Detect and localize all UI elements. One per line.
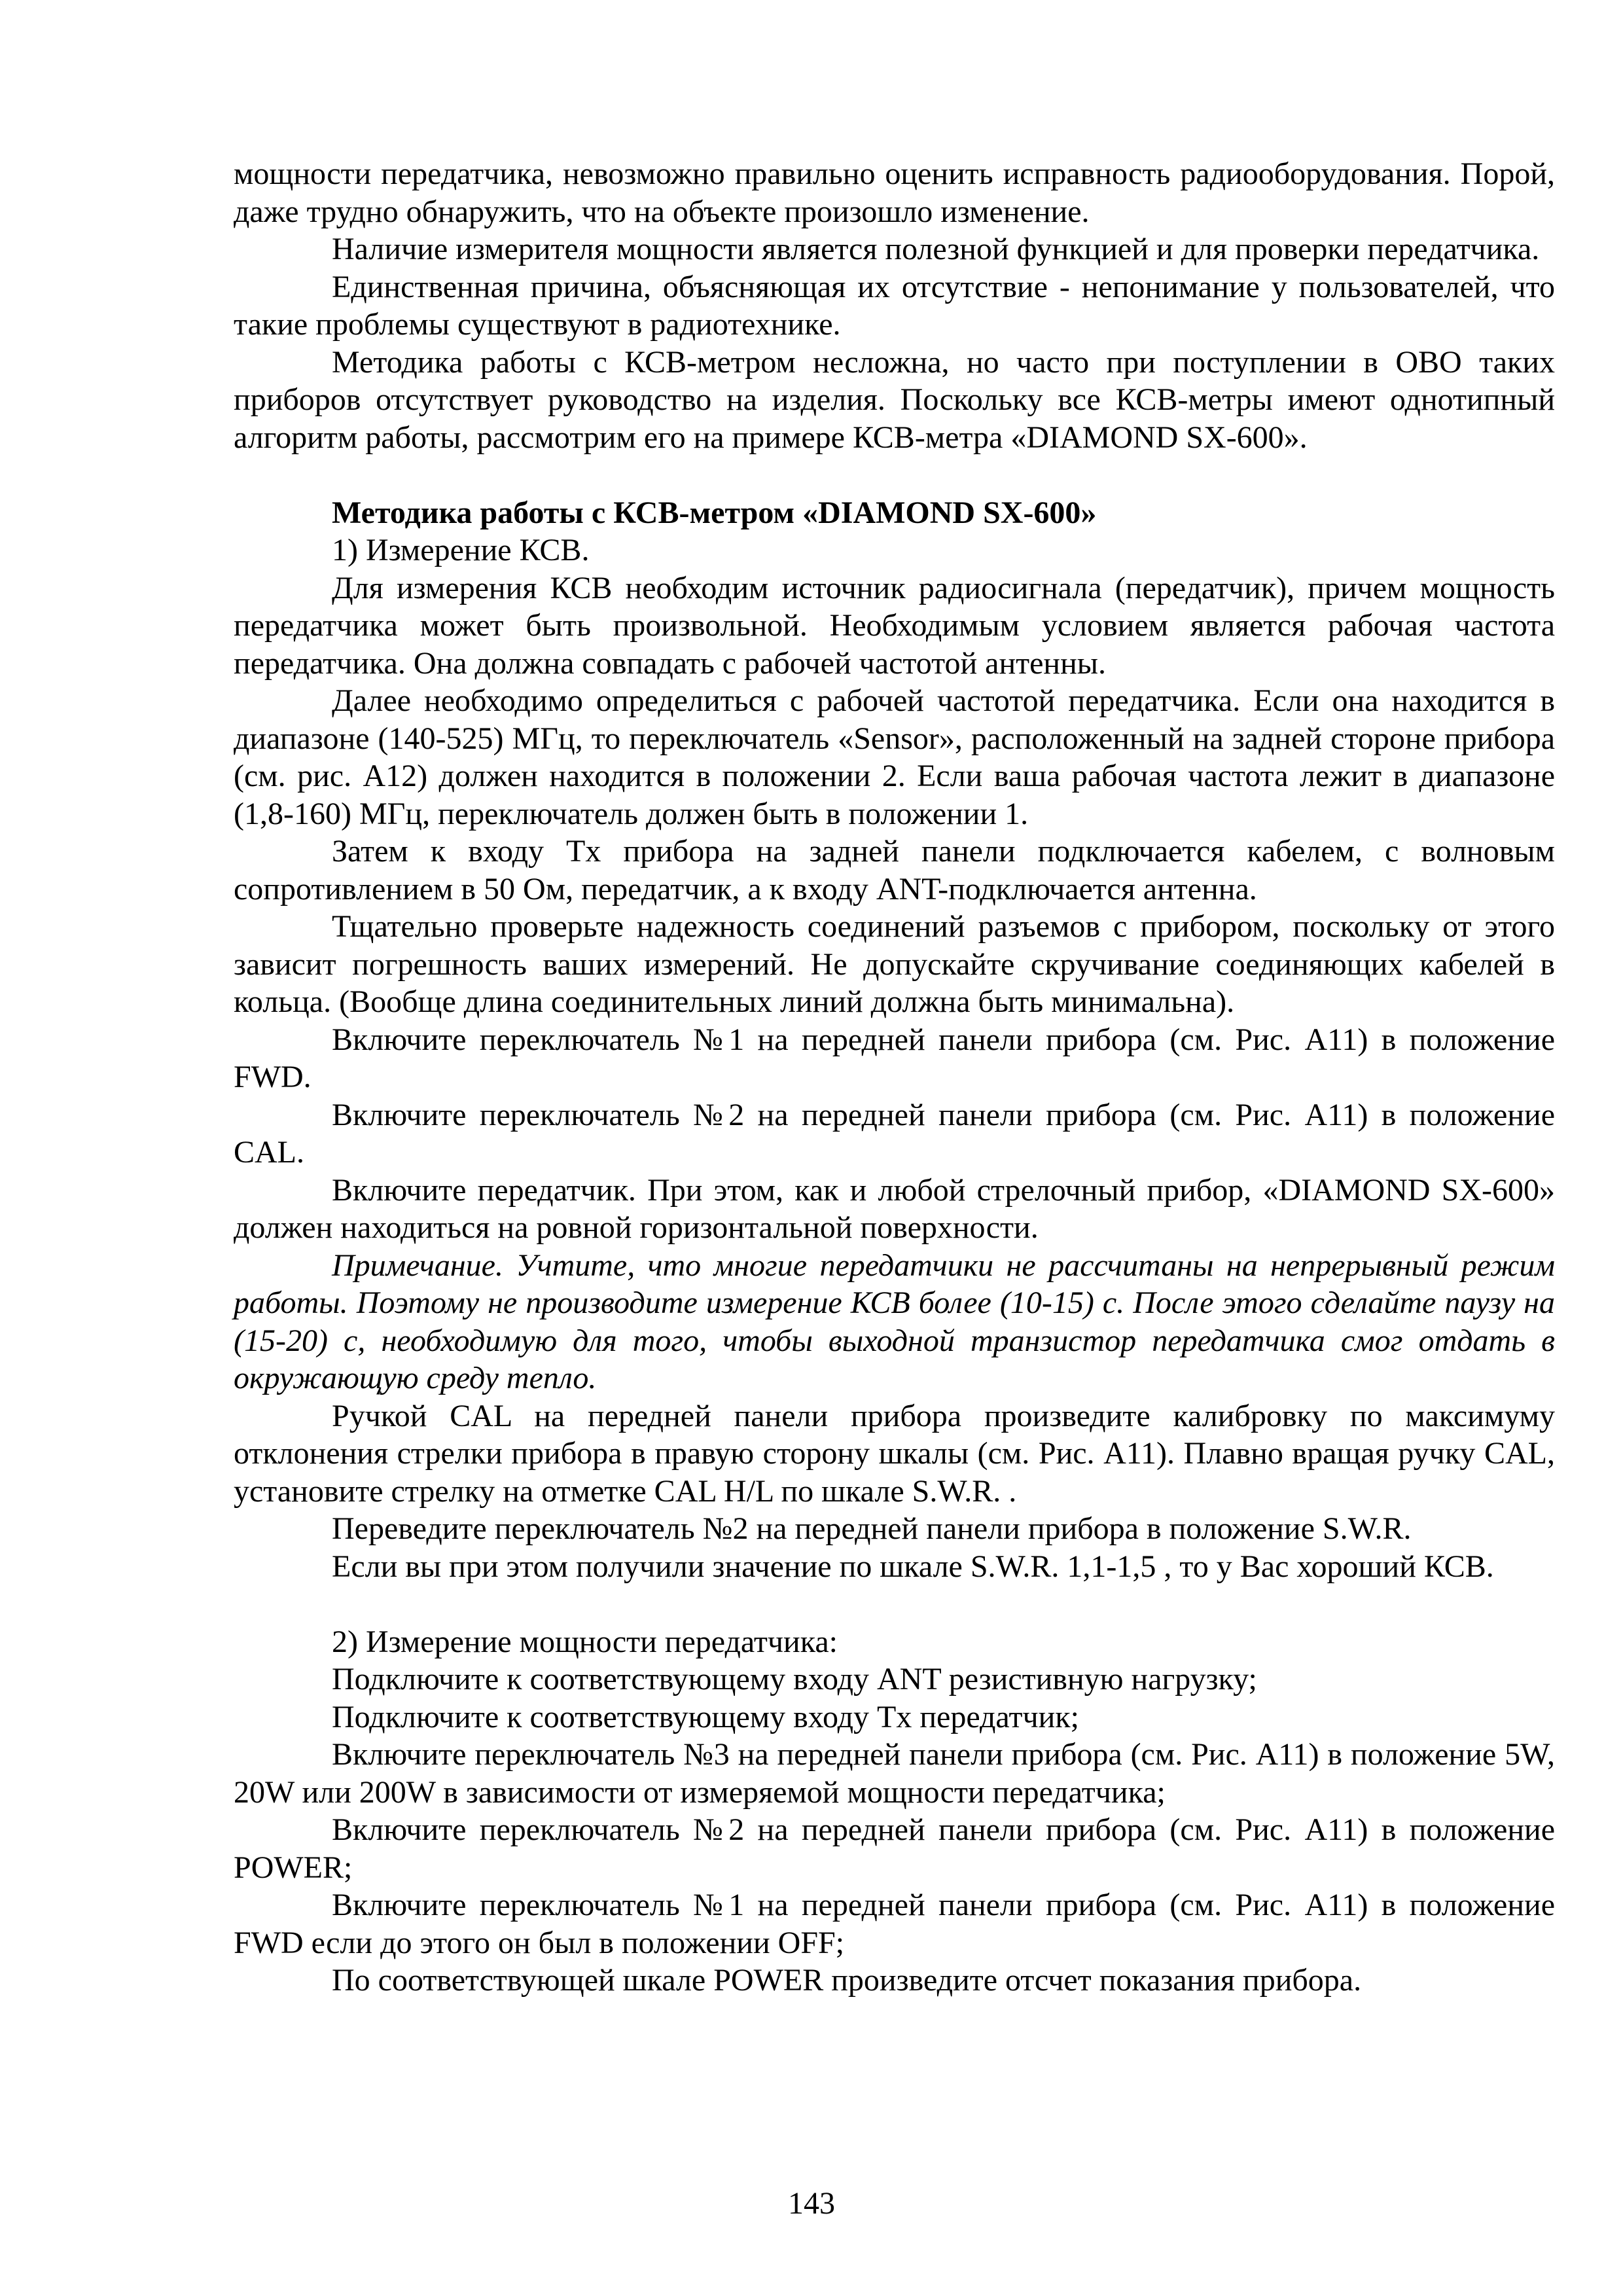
paragraph-frequency-range: Далее необходимо определиться с рабочей частотой передатчика. Если она находится в диапазоне (140-525) МГц, то переключатель «Sensor», расположенный на задней стороне прибора (см. рис. А12) должен находится в положении 2. Если ваша рабочая частота лежит в диапазоне (1,8-160) МГц, переключатель должен быть в положении 1. (234, 683, 1555, 831)
paragraph-swr-source: Для измерения КСВ необходим источник радиосигнала (передатчик), причем мощность передатчика может быть произвольной. Необходимым условием является рабочая частота передатчика. Она должна совпадать с рабочей частотой антенны. (234, 570, 1555, 681)
subsection-heading-power: 2) Измерение мощности передатчика: (332, 1624, 838, 1659)
paragraph-connection: Затем к входу Tx прибора на задней панели подключается кабелем, с волновым сопротивлением в 50 Ом, передатчик, а к входу ANT-подключается антенна. (234, 834, 1555, 906)
paragraph-power-meter: Наличие измерителя мощности является полезной функцией и для проверки передатчика. (332, 232, 1540, 266)
section-heading: Методика работы с КСВ-метром «DIAMOND SX-600» (332, 495, 1097, 530)
paragraph-reason: Единственная причина, объясняющая их отсутствие - непонимание у пользователей, что такие проблемы существуют в радиотехнике. (234, 269, 1555, 342)
paragraph-read-power: По соответствующей шкале POWER произведите отсчет показания прибора. (332, 1963, 1362, 1998)
paragraph-switch1-fwd-power: Включите переключатель №1 на передней панели прибора (см. Рис. А11) в положение FWD если до этого он был в положении OFF; (234, 1888, 1555, 1960)
paragraph-connect-load: Подключите к соответствующему входу ANT резистивную нагрузку; (332, 1662, 1257, 1696)
paragraph-connect-transmitter: Подключите к соответствующему входу Tx передатчик; (332, 1699, 1079, 1734)
paragraph-method-intro: Методика работы с КСВ-метром несложна, но часто при поступлении в ОВО таких приборов отсутствует руководство на изделия. Поскольку все КСВ-метры имеют однотипный алгоритм работы, рассмотрим его на примере КСВ-метра «DIAMOND SX-600». (234, 344, 1555, 455)
paragraph-check-connectors: Тщательно проверьте надежность соединений разъемов с прибором, поскольку от этого зависит погрешность ваших измерений. Не допускайте скручивание соединяющих кабелей в кольца. (Вообще длина соединительных линий должна быть минимальна). (234, 909, 1555, 1019)
page-body (234, 155, 1555, 2000)
paragraph-swr-result: Если вы при этом получили значение по шкале S.W.R. 1,1-1,5 , то у Вас хороший КСВ. (332, 1549, 1494, 1584)
paragraph-turn-on-transmitter: Включите передатчик. При этом, как и любой стрелочный прибор, «DIAMOND SX-600» должен находиться на ровной горизонтальной поверхности. (234, 1172, 1555, 1245)
paragraph-switch2-swr: Переведите переключатель №2 на передней панели прибора в положение S.W.R. (332, 1511, 1412, 1546)
paragraph-switch1-fwd: Включите переключатель №1 на передней панели прибора (см. Рис. А11) в положение FWD. (234, 1022, 1555, 1094)
paragraph-continuation: мощности передатчика, невозможно правильно оценить исправность радиооборудования. Порой, даже трудно обнаружить, что на объекте произошло изменение. (234, 156, 1555, 229)
subsection-heading-swr: 1) Измерение КСВ. (332, 533, 590, 567)
paragraph-note: Примечание. Учтите, что многие передатчики не рассчитаны на непрерывный режим работы. Поэтому не производите измерение КСВ более (10-15) с. После этого сделайте паузу на (15-20) с, необходимую для того, чтобы выходной транзистор передатчика смог отдать в окружающую среду тепло. (234, 1247, 1555, 1395)
paragraph-switch2-cal: Включите переключатель №2 на передней панели прибора (см. Рис. А11) в положение CAL. (234, 1097, 1555, 1170)
page-number: 143 (788, 2186, 835, 2221)
paragraph-calibration: Ручкой CAL на передней панели прибора произведите калибровку по максимуму отклонения стрелки прибора в правую сторону шкалы (см. Рис. А11). Плавно вращая ручку CAL, установите стрелку на отметке CAL H/L по шкале S.W.R. . (234, 1398, 1555, 1509)
paragraph-switch3-power-range: Включите переключатель №3 на передней панели прибора (см. Рис. А11) в положение 5W, 20W или 200W в зависимости от измеряемой мощности передатчика; (234, 1737, 1555, 1810)
paragraph-switch2-power: Включите переключатель №2 на передней панели прибора (см. Рис. А11) в положение POWER; (234, 1812, 1555, 1885)
